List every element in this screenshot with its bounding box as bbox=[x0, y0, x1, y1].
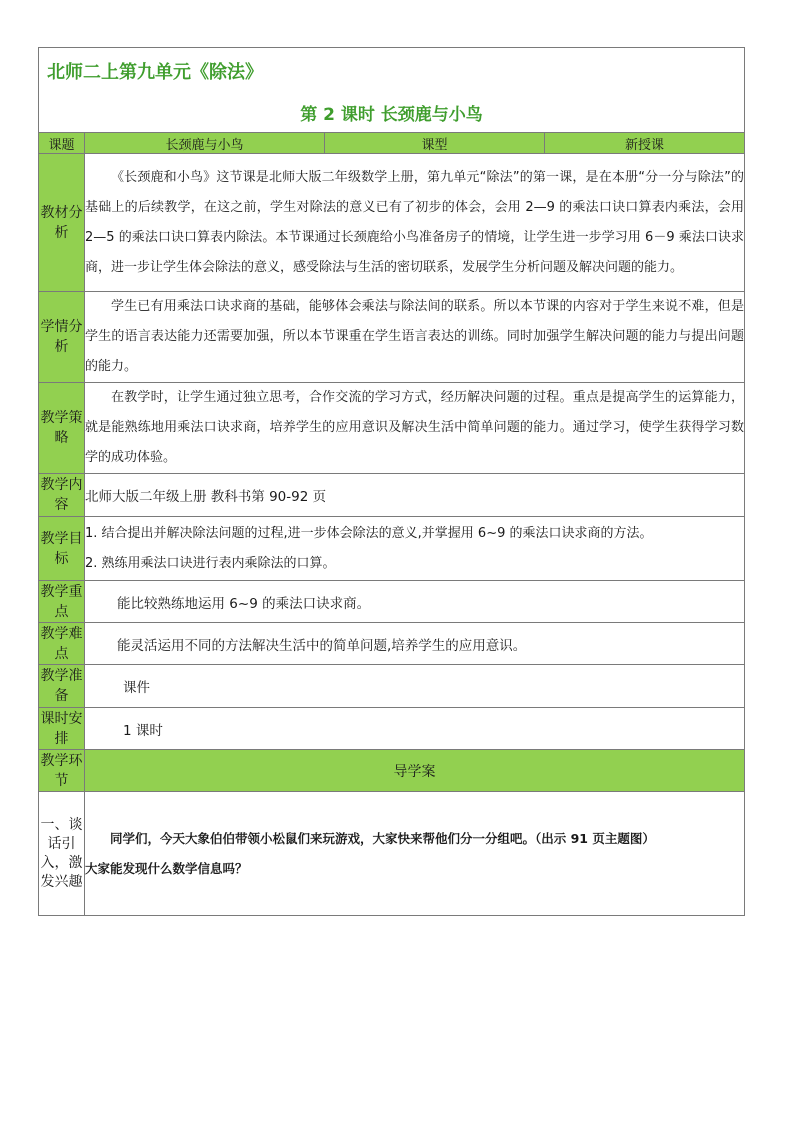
unit-title: 北师二上第九单元《除法》 bbox=[47, 62, 263, 83]
lesson-plan-sheet bbox=[38, 47, 744, 916]
lesson-title: 第 2 课时 长颈鹿与小鸟 bbox=[300, 105, 483, 125]
header-cell bbox=[39, 48, 745, 133]
type-value: 新授课 bbox=[545, 133, 745, 154]
topic-value: 长颈鹿与小鸟 bbox=[85, 133, 325, 154]
key-point-text: 能比较熟练地运用 6~9 的乘法口诀求商。 bbox=[85, 581, 745, 623]
goals-cell bbox=[85, 517, 745, 581]
process-label: 教学环节 bbox=[39, 750, 85, 792]
strategy-row bbox=[39, 383, 745, 474]
type-label: 课型 bbox=[325, 133, 545, 154]
preparation-row bbox=[39, 665, 745, 708]
goal-item: 1. 结合提出并解决除法问题的过程,进一步体会除法的意义,并掌握用 6~9 的乘法口诀求商的方法。 bbox=[85, 525, 653, 541]
textbook-analysis-text: 《长颈鹿和小鸟》这节课是北师大版二年级数学上册，第九单元“除法”的第一课，是在本册“分一分与除法”的基础上的后续教学，在这之前，学生对除法的意义已有了初步的体会，会用 2—9 的乘法口诀口算表内乘法，会用 2—5 的乘法口诀口算表内除法。本节课通过长颈鹿给小鸟准备房子的情境，让学生进一步学习用 6－9 乘法口诀求商，进一步让学生体会除法的意义，感受除法与生活的密切联系，发展学生分析问题及解决问题的能力。 bbox=[85, 154, 745, 292]
process-text: 导学案 bbox=[85, 750, 745, 792]
hours-label: 课时安排 bbox=[39, 708, 85, 750]
hours-text: 1 课时 bbox=[85, 708, 745, 750]
lesson-plan-table bbox=[38, 47, 745, 916]
strategy-label: 教学策略 bbox=[39, 383, 85, 474]
student-analysis-text: 学生已有用乘法口诀求商的基础，能够体会乘法与除法间的联系。所以本节课的内容对于学生来说不难，但是学生的语言表达能力还需要加强，所以本节课重在学生语言表达的训练。同时加强学生解决问题的能力与提出问题的能力。 bbox=[85, 292, 745, 383]
intro-label: 一、谈话引入，激发兴趣 bbox=[39, 792, 85, 916]
goals-row bbox=[39, 517, 745, 581]
student-analysis-row bbox=[39, 292, 745, 383]
info-row bbox=[39, 133, 745, 154]
student-analysis-label: 学情分析 bbox=[39, 292, 85, 383]
intro-row bbox=[39, 792, 745, 916]
content-row bbox=[39, 474, 745, 517]
preparation-label: 教学准备 bbox=[39, 665, 85, 708]
key-point-label: 教学重点 bbox=[39, 581, 85, 623]
hours-row bbox=[39, 708, 745, 750]
difficulty-label: 教学难点 bbox=[39, 623, 85, 665]
process-row bbox=[39, 750, 745, 792]
textbook-analysis-label: 教材分析 bbox=[39, 154, 85, 292]
topic-label: 课题 bbox=[39, 133, 85, 154]
goal-item: 2. 熟练用乘法口诀进行表内乘除法的口算。 bbox=[85, 555, 336, 571]
intro-line: 同学们，今天大象伯伯带领小松鼠们来玩游戏，大家快来帮他们分一分组吧。（出示 91 页主题图） bbox=[110, 830, 655, 846]
intro-cell bbox=[85, 792, 745, 916]
key-point-row bbox=[39, 581, 745, 623]
difficulty-row bbox=[39, 623, 745, 665]
difficulty-text: 能灵活运用不同的方法解决生活中的简单问题,培养学生的应用意识。 bbox=[85, 623, 745, 665]
goals-label: 教学目标 bbox=[39, 517, 85, 581]
preparation-text: 课件 bbox=[85, 665, 745, 708]
textbook-analysis-row bbox=[39, 154, 745, 292]
content-label: 教学内容 bbox=[39, 474, 85, 517]
strategy-text: 在教学时，让学生通过独立思考，合作交流的学习方式，经历解决问题的过程。重点是提高学生的运算能力，就是能熟练地用乘法口诀求商，培养学生的应用意识及解决生活中简单问题的能力。通过学习，使学生获得学习数学的成功体验。 bbox=[85, 383, 745, 474]
content-text: 北师大版二年级上册 教科书第 90-92 页 bbox=[85, 474, 745, 517]
intro-line: 大家能发现什么数学信息吗？ bbox=[85, 860, 248, 876]
